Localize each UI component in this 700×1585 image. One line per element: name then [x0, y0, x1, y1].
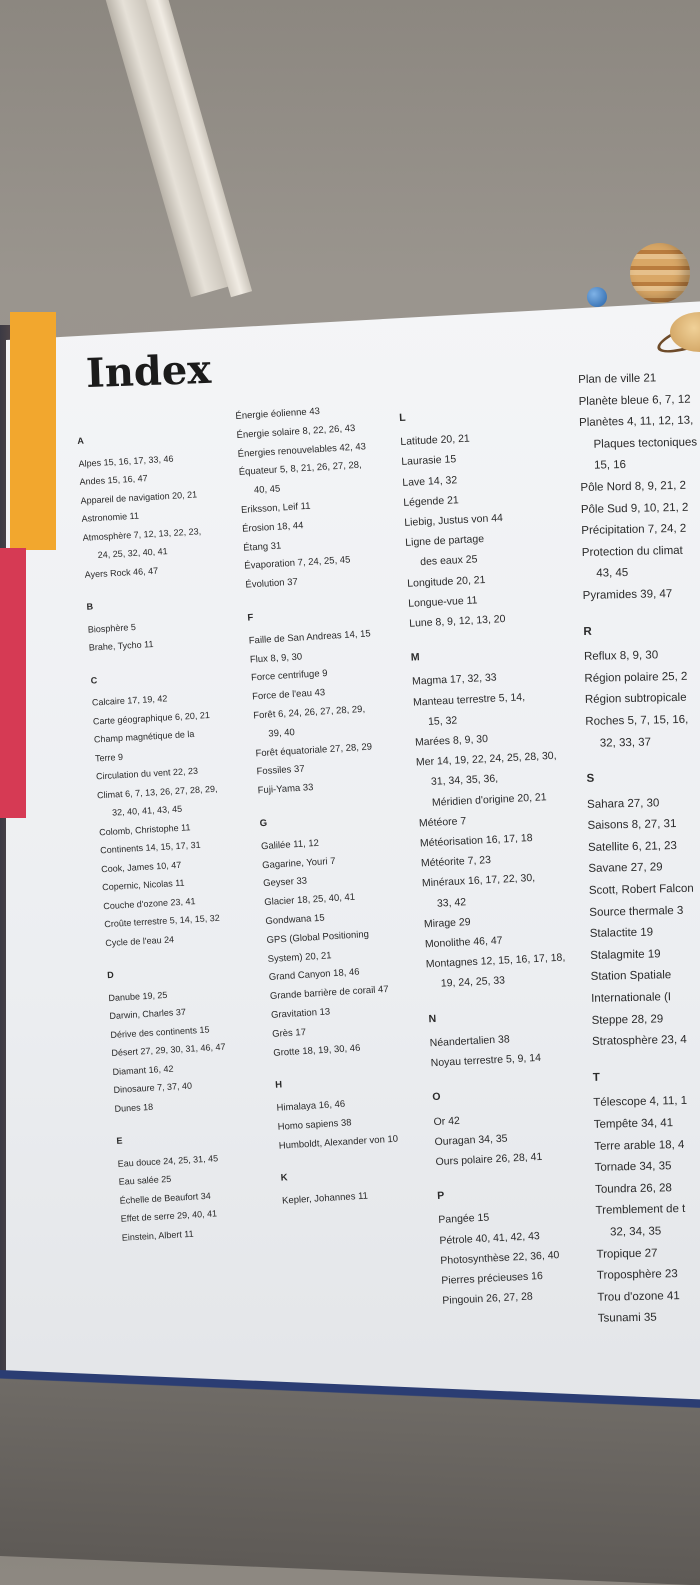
index-entry: GPS (Global Positioning — [266, 928, 370, 946]
index-entry: Terre 9 — [94, 751, 124, 763]
index-entry: Flux 8, 9, 30 — [249, 651, 303, 666]
index-entry: Brahe, Tycho 11 — [88, 639, 154, 653]
index-entry: Longitude 20, 21 — [406, 573, 486, 590]
index-entry: Pingouin 26, 27, 28 — [442, 1290, 534, 1308]
index-letter-heading: S — [586, 772, 595, 786]
index-entry: Précipitation 7, 24, 2 — [581, 522, 687, 538]
index-entry: Ouragan 34, 35 — [434, 1132, 508, 1148]
index-entry: Continents 14, 15, 17, 31 — [99, 839, 201, 856]
index-entry: Faille de San Andreas 14, 15 — [248, 628, 371, 647]
index-entry: Champ magnétique de la — [93, 728, 195, 745]
index-letter-heading: O — [432, 1091, 441, 1104]
index-entry: Tempête 34, 41 — [593, 1117, 674, 1131]
index-entry: Appareil de navigation 20, 21 — [80, 488, 198, 506]
index-entry: Force centrifuge 9 — [250, 668, 328, 684]
index-entry: Énergie éolienne 43 — [235, 405, 321, 422]
index-entry: Lune 8, 9, 12, 13, 20 — [408, 613, 506, 630]
index-entry: Roches 5, 7, 15, 16, — [585, 713, 689, 728]
index-entry: 32, 40, 41, 43, 45 — [111, 803, 183, 818]
index-entry: 40, 45 — [253, 483, 281, 497]
index-entry: Longue-vue 11 — [407, 594, 478, 610]
index-entry: System) 20, 21 — [267, 949, 332, 965]
index-entry: Météore 7 — [418, 815, 467, 830]
index-entry: Plan de ville 21 — [578, 372, 657, 386]
index-entry: Atmosphère 7, 12, 13, 22, 23, — [82, 525, 202, 543]
index-entry: 31, 34, 35, 36, — [430, 773, 499, 789]
index-entry: Einstein, Albert 11 — [121, 1228, 194, 1243]
index-entry: Colomb, Christophe 11 — [98, 821, 191, 837]
index-entry: Eau salée 25 — [118, 1173, 172, 1187]
index-entry: Évolution 37 — [245, 576, 299, 591]
index-entry: Laurasie 15 — [401, 453, 457, 469]
index-entry: Marées 8, 9, 30 — [414, 733, 489, 749]
index-entry: 24, 25, 32, 40, 41 — [97, 546, 168, 560]
index-entry: Ayers Rock 46, 47 — [84, 565, 159, 580]
index-entry: Météorisation 16, 17, 18 — [419, 832, 533, 850]
index-entry: Pyramides 39, 47 — [582, 588, 673, 602]
index-entry: 33, 42 — [436, 895, 467, 910]
index-entry: 43, 45 — [596, 567, 629, 581]
index-letter-heading: C — [90, 674, 98, 686]
index-entry: Cook, James 10, 47 — [100, 859, 182, 874]
index-entry: Calcaire 17, 19, 42 — [91, 693, 168, 708]
index-entry: Kepler, Johannes 11 — [281, 1190, 369, 1207]
jupiter-illustration — [630, 243, 690, 303]
index-entry: Lave 14, 32 — [402, 473, 458, 489]
index-letter-heading: B — [86, 601, 94, 612]
index-entry: Gravitation 13 — [270, 1006, 331, 1021]
index-entry: Région polaire 25, 2 — [584, 670, 688, 685]
yellow-tab — [10, 312, 56, 550]
index-entry: Geyser 33 — [262, 875, 308, 890]
page-title: Index — [85, 345, 212, 398]
index-entry: Protection du climat — [581, 544, 683, 559]
index-letter-heading: R — [583, 625, 592, 638]
index-entry: Légende 21 — [403, 493, 460, 509]
index-entry: Grande barrière de corail 47 — [269, 984, 389, 1003]
index-entry: 15, 32 — [427, 714, 458, 728]
index-entry: Minéraux 16, 17, 22, 30, — [421, 872, 536, 890]
index-entry: Érosion 18, 44 — [241, 519, 304, 535]
index-entry: Climat 6, 7, 13, 26, 27, 28, 29, — [96, 783, 218, 800]
index-entry: Biosphère 5 — [87, 621, 137, 635]
index-entry: Galilée 11, 12 — [260, 837, 320, 852]
index-entry: Reflux 8, 9, 30 — [583, 649, 659, 664]
index-entry: Stalagmite 19 — [590, 948, 661, 962]
index-entry: Gagarine, Youri 7 — [261, 855, 336, 871]
index-entry: Astronomie 11 — [81, 510, 140, 524]
index-entry: Internationale (I — [591, 991, 672, 1005]
index-entry: Satellite 6, 21, 23 — [587, 839, 677, 854]
index-letter-heading: P — [436, 1189, 445, 1203]
index-entry: Gondwana 15 — [265, 912, 325, 928]
index-entry: Grand Canyon 18, 46 — [268, 966, 360, 984]
index-letter-heading: D — [106, 969, 114, 981]
index-entry: Noyau terrestre 5, 9, 14 — [430, 1051, 542, 1070]
index-entry: Saisons 8, 27, 31 — [587, 818, 677, 833]
index-letter-heading: H — [274, 1079, 283, 1092]
index-entry: Tropique 27 — [596, 1247, 658, 1261]
index-entry: 32, 34, 35 — [609, 1225, 662, 1239]
index-entry: Mirage 29 — [423, 915, 471, 931]
index-entry: Pôle Sud 9, 10, 21, 2 — [580, 501, 689, 516]
index-entry: Étang 31 — [242, 540, 282, 554]
index-entry: Ours polaire 26, 28, 41 — [435, 1150, 543, 1168]
index-entry: Terre arable 18, 4 — [594, 1138, 685, 1153]
red-tab — [0, 548, 26, 818]
index-entry: Couche d'ozone 23, 41 — [102, 895, 196, 911]
index-entry: Photosynthèse 22, 36, 40 — [440, 1248, 560, 1267]
index-letter-heading: L — [398, 411, 406, 424]
index-column-4 — [578, 368, 700, 1331]
index-entry: Pôle Nord 8, 9, 21, 2 — [580, 479, 687, 494]
index-entry: Circulation du vent 22, 23 — [95, 765, 199, 782]
index-entry: Glacier 18, 25, 40, 41 — [264, 891, 356, 909]
index-entry: Néandertalien 38 — [429, 1033, 510, 1050]
index-entry: Montagnes 12, 15, 16, 17, 18, — [425, 951, 566, 971]
index-entry: Magma 17, 32, 33 — [411, 671, 497, 689]
index-entry: 39, 40 — [268, 726, 296, 740]
book-lower-edge — [0, 1370, 700, 1585]
index-letter-heading: M — [410, 651, 420, 664]
index-entry: Croûte terrestre 5, 14, 15, 32 — [104, 912, 220, 930]
index-entry: Pangée 15 — [438, 1211, 490, 1227]
index-entry: Météorite 7, 23 — [420, 854, 492, 870]
index-entry: Force de l'eau 43 — [251, 687, 326, 703]
index-entry: Latitude 20, 21 — [400, 432, 471, 449]
index-entry: 19, 24, 25, 33 — [440, 974, 506, 991]
index-entry: Forêt équatoriale 27, 28, 29 — [255, 741, 373, 759]
index-entry: Trou d'ozone 41 — [597, 1289, 680, 1304]
index-entry: Station Spatiale — [590, 969, 672, 984]
index-entry: Danube 19, 25 — [108, 989, 168, 1003]
index-entry: Himalaya 16, 46 — [276, 1098, 346, 1114]
index-entry: Pierres précieuses 16 — [441, 1269, 544, 1287]
index-entry: Planète bleue 6, 7, 12 — [578, 393, 691, 408]
index-entry: des eaux 25 — [419, 553, 478, 569]
index-entry: Source thermale 3 — [589, 904, 684, 919]
index-letter-heading: G — [259, 817, 268, 830]
index-entry: Grès 17 — [271, 1026, 307, 1040]
index-letter-heading: F — [247, 612, 254, 624]
index-entry: Tornade 34, 35 — [594, 1160, 672, 1175]
index-entry: Copernic, Nicolas 11 — [101, 877, 185, 893]
index-entry: Manteau terrestre 5, 14, — [412, 690, 526, 709]
index-entry: Fossiles 37 — [256, 763, 305, 778]
index-letter-heading: K — [280, 1172, 288, 1185]
index-entry: Grotte 18, 19, 30, 46 — [272, 1042, 361, 1059]
index-entry: Tsunami 35 — [597, 1311, 657, 1326]
index-entry: Désert 27, 29, 30, 31, 46, 47 — [111, 1041, 226, 1059]
index-entry: Toundra 26, 28 — [595, 1181, 673, 1196]
index-entry: Or 42 — [433, 1114, 461, 1128]
index-entry: Andes 15, 16, 47 — [79, 473, 148, 487]
index-entry: Darwin, Charles 37 — [109, 1006, 187, 1022]
index-letter-heading: N — [428, 1012, 437, 1025]
index-entry: Énergie solaire 8, 22, 26, 43 — [236, 422, 356, 441]
index-letter-heading: T — [592, 1071, 600, 1084]
index-entry: Carte géographique 6, 20, 21 — [92, 709, 211, 727]
index-entry: Dunes 18 — [114, 1101, 154, 1114]
index-entry: Dérive des continents 15 — [110, 1024, 210, 1040]
index-entry: Savane 27, 29 — [588, 861, 663, 876]
index-entry: Plaques tectoniques — [593, 436, 698, 451]
index-letter-heading: E — [116, 1135, 123, 1146]
index-entry: Effet de serre 29, 40, 41 — [120, 1208, 218, 1224]
index-entry: Mer 14, 19, 22, 24, 25, 28, 30, — [415, 749, 557, 769]
index-entry: Diamant 16, 42 — [112, 1063, 174, 1077]
index-entry: Stalactite 19 — [589, 926, 654, 941]
index-entry: Échelle de Beaufort 34 — [119, 1190, 211, 1206]
index-entry: 32, 33, 37 — [599, 736, 652, 750]
index-entry: Ligne de partage — [404, 533, 485, 550]
index-entry: Monolithe 46, 47 — [424, 934, 503, 951]
index-entry: Troposphère 23 — [596, 1268, 678, 1282]
index-letter-heading: A — [77, 435, 85, 446]
index-entry: Équateur 5, 8, 21, 26, 27, 28, — [238, 459, 363, 479]
index-entry: Méridien d'origine 20, 21 — [431, 790, 547, 809]
index-entry: 15, 16 — [593, 459, 627, 473]
index-entry: Forêt 6, 24, 26, 27, 28, 29, — [252, 703, 366, 722]
index-entry: Eriksson, Leif 11 — [240, 500, 311, 516]
index-entry: Steppe 28, 29 — [591, 1012, 664, 1027]
index-entry: Liebig, Justus von 44 — [404, 512, 504, 529]
index-entry: Fuji-Yama 33 — [257, 782, 314, 797]
earth-illustration — [587, 287, 607, 307]
index-entry: Alpes 15, 16, 17, 33, 46 — [78, 453, 174, 469]
index-entry: Eau douce 24, 25, 31, 45 — [117, 1152, 219, 1169]
index-entry: Planètes 4, 11, 12, 13, — [578, 414, 694, 430]
index-entry: Télescope 4, 11, 1 — [593, 1095, 688, 1110]
index-entry: Évaporation 7, 24, 25, 45 — [244, 554, 351, 573]
index-entry: Énergies renouvelables 42, 43 — [237, 440, 367, 460]
index-entry: Cycle de l'eau 24 — [105, 933, 175, 948]
index-entry: Région subtropicale — [584, 692, 687, 707]
index-entry: Pétrole 40, 41, 42, 43 — [439, 1229, 540, 1247]
index-entry: Scott, Robert Falcon — [588, 882, 694, 897]
index-entry: Dinosaure 7, 37, 40 — [113, 1080, 193, 1095]
index-entry: Sahara 27, 30 — [586, 797, 660, 811]
index-entry: Homo sapiens 38 — [277, 1117, 352, 1133]
index-entry: Humboldt, Alexander von 10 — [278, 1133, 399, 1152]
index-entry: Tremblement de t — [595, 1203, 686, 1218]
index-entry: Stratosphère 23, 4 — [591, 1034, 687, 1049]
